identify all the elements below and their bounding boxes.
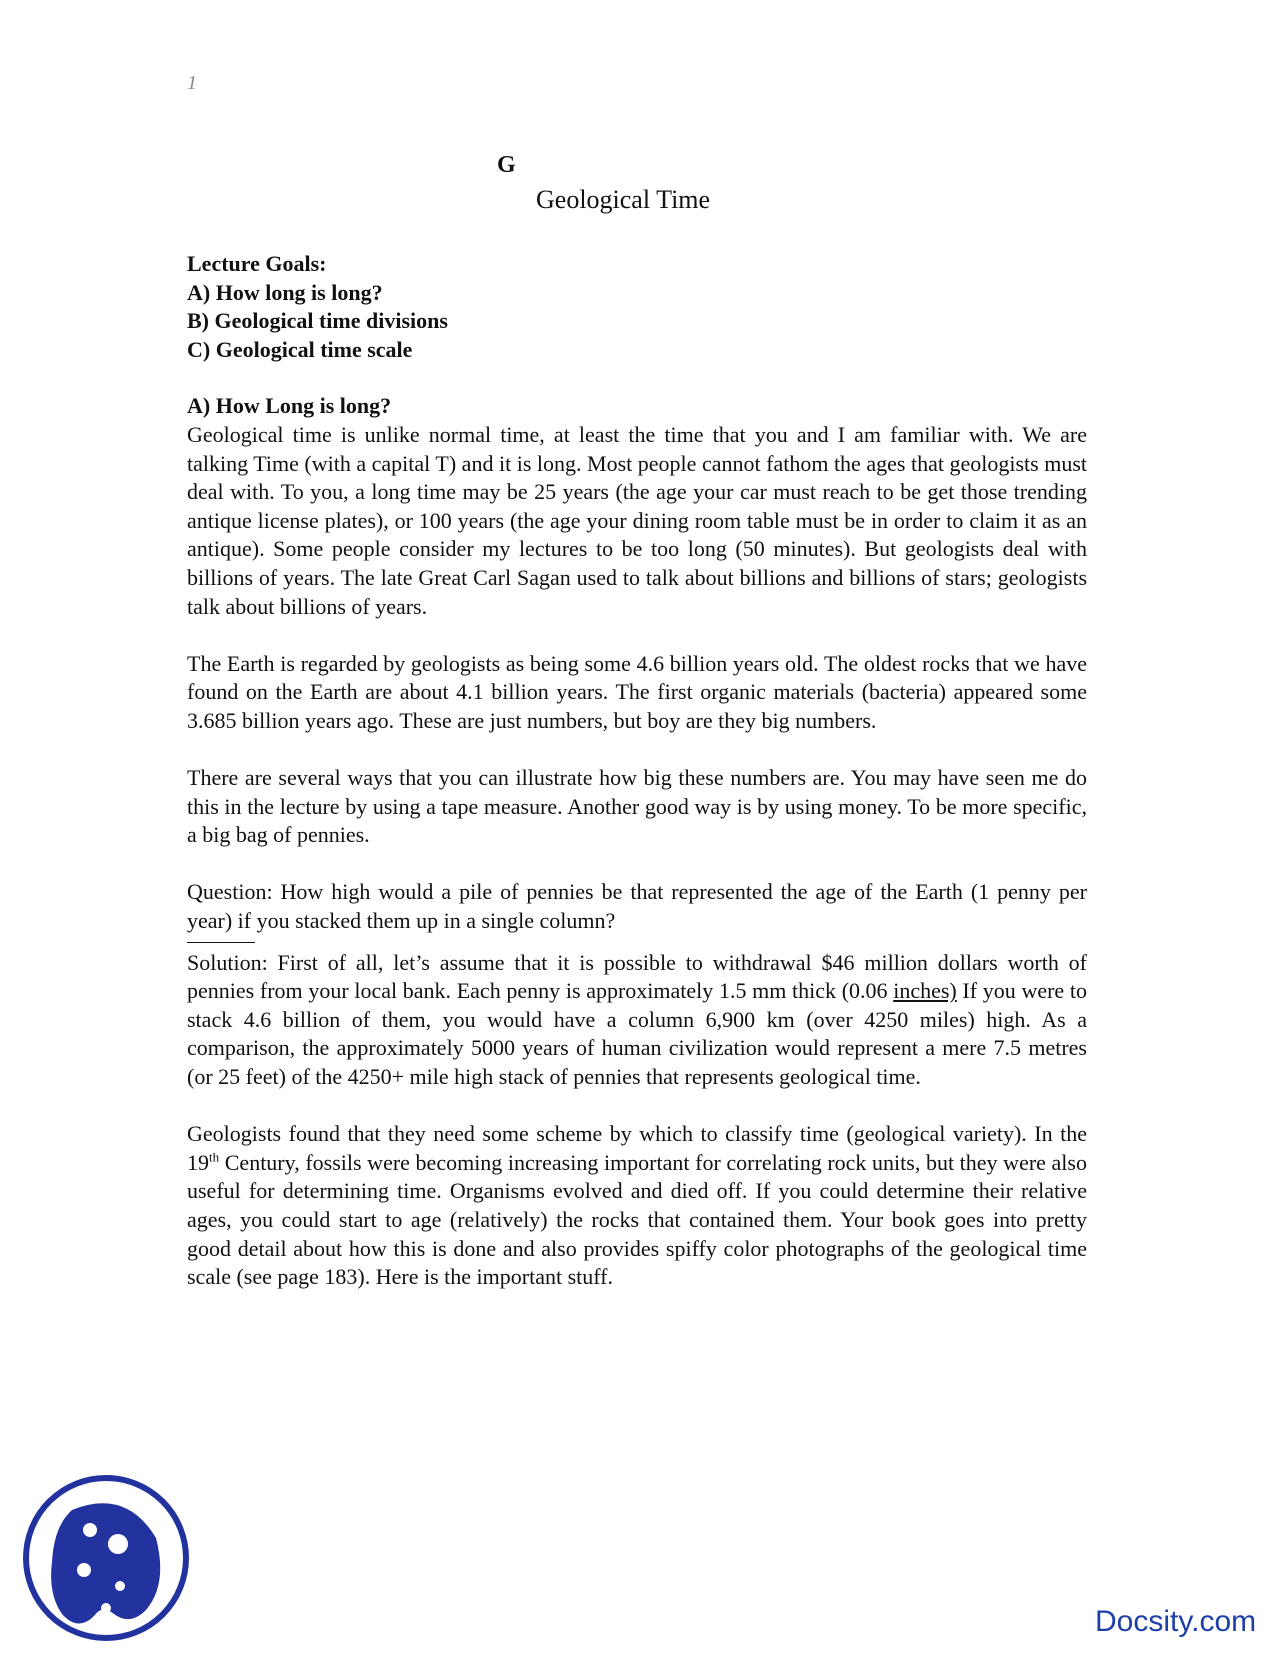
docsity-logo-icon[interactable] — [22, 1474, 190, 1642]
lecture-goals — [187, 250, 1087, 364]
paragraph: There are several ways that you can illustrate how big these numbers are. You may have seen me do this in the lecture by using a tape measure. Another good way is by using money. To be more specific, a big bag of pennies. — [187, 765, 1087, 848]
page-title: Geological Time — [536, 185, 711, 214]
solution-text: Solution: First of all, let’s assume that it is possible to withdrawal $46 million dollars worth of pennies from your local bank. Each penny is approximately 1.5 mm thick (0.06 — [187, 949, 1087, 1004]
title-letter: G — [497, 152, 516, 178]
goals-heading: Lecture Goals: — [187, 251, 327, 276]
paragraph — [187, 1120, 1087, 1292]
paragraph-text: Geologists found that they need some scheme by which to classify time (geological variety). In the 19 — [187, 1121, 1087, 1175]
solution-text: If you were to stack 4.6 billion of them, you would have a column 6,900 km (over 4250 miles) high. As a comparison, the approximately 5000 years of human civilization would represent a mere 7.5 metres (or 25 feet) of the 4250+ mile high stack of pennies that represents geological time. — [187, 978, 1087, 1090]
solution-paragraph — [187, 949, 1087, 1092]
divider — [187, 942, 255, 943]
paragraph: Geological time is unlike normal time, at least the time that you and I am familiar with. We are talking Time (with a capital T) and it is long. Most people cannot fathom the ages that geologists must deal with. To you, a long time may be 25 years (the age your car must reach to be get those trending antique license plates), or 100 years (the age your dining room table must be in order to claim it as an antique). Some people consider my lectures to be too long (50 minutes). But geologists deal with billions of years. The late Great Carl Sagan used to talk about billions and billions of stars; geologists talk about billions of years. — [187, 421, 1087, 619]
goal-item: A) How long is long? — [187, 279, 383, 305]
underlined-units: inches) — [893, 978, 957, 1004]
paragraph: The Earth is regarded by geologists as being some 4.6 billion years old. The oldest rocks that we have found on the Earth are about 4.1 billion years. The first organic materials (bacteria) appeared some 3.685 billion years ago. These are just numbers, but boy are they big numbers. — [187, 650, 1087, 733]
superscript: th — [209, 1149, 220, 1165]
document-body — [187, 250, 1087, 1320]
goal-item: C) Geological time scale — [187, 336, 413, 362]
question-paragraph: Question: How high would a pile of pennies be that represented the age of the Earth (1 penny per year) if you stacked them up in a single column? — [187, 879, 1087, 934]
docsity-brand-link[interactable]: Docsity.com — [1095, 1605, 1257, 1638]
paragraph-text: Century, fossils were becoming increasing important for correlating rock units, but they were also useful for determining time. Organisms evolved and died off. If you could determine their relative ages, you could start to age (relatively) the rocks that contained them. Your book goes into pretty good detail about how this is done and also provides spiffy color photographs of the geological time scale (see page 183). Here is the important stuff. — [187, 1149, 1087, 1290]
page-number: 1 — [187, 72, 197, 94]
section-heading: A) How Long is long? — [187, 393, 392, 419]
goal-item: B) Geological time divisions — [187, 308, 448, 334]
